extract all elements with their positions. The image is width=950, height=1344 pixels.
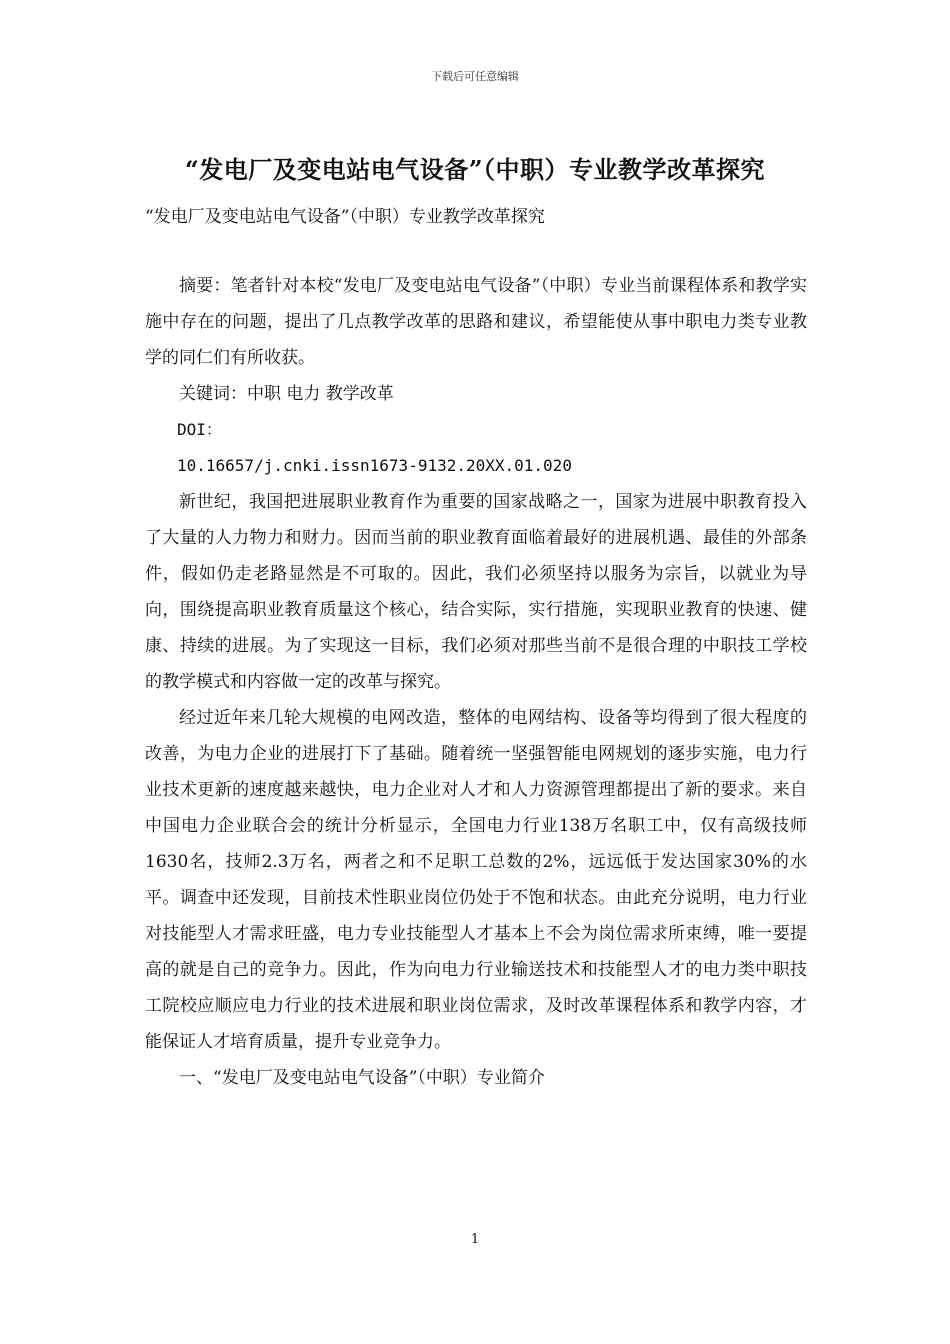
section-heading: 一、“发电厂及变电站电气设备”（中职）专业简介 (179, 1068, 545, 1088)
doi-value: 10.16657/j.cnki.issn1673-9132.20XX.01.020 (177, 456, 572, 475)
body-paragraph: 经过近年来几轮大规模的电网改造，整体的电网结构、设备等均得到了很大程度的改善，为电力企业的进展打下了基础。随着统一坚强智能电网规划的逐步实施，电力行业技术更新的速度越来越快，电力企业对人才和人力资源管理都提出了新的要求。来自中国电力企业联合会的统计分析显示，全国电力行业138万名职工中，仅有高级技师1630名，技师2.3万名，两者之和不足职工总数的2%，远远低于发达国家30%的水平。调查中还发现，目前技术性职业岗位仍处于不饱和状态。由此充分说明，电力行业对技能型人才需求旺盛，电力专业技能型人才基本上不会为岗位需求所束缚，唯一要提高的就是自己的竞争力。因此，作为向电力行业输送技术和技能型人才的电力类中职技工院校应顺应电力行业的技术进展和职业岗位需求，及时改革课程体系和教学内容，才能保证人才培育质量，提升专业竞争力。 (145, 708, 807, 1052)
document-body (145, 268, 807, 1096)
keywords-line: 关键词：中职 电力 教学改革 (179, 384, 394, 404)
header-note: 下载后可任意编辑 (431, 70, 519, 83)
document-subtitle: “发电厂及变电站电气设备”（中职）专业教学改革探究 (145, 207, 545, 227)
abstract-paragraph: 摘要：笔者针对本校“发电厂及变电站电气设备”（中职）专业当前课程体系和教学实施中存在的问题，提出了几点教学改革的思路和建议，希望能使从事中职电力类专业教学的同仁们有所收获。 (145, 276, 807, 368)
doi-label: DOI： (177, 420, 222, 439)
document-title: “发电厂及变电站电气设备”（中职）专业教学改革探究 (184, 155, 766, 184)
body-paragraph: 新世纪，我国把进展职业教育作为重要的国家战略之一，国家为进展中职教育投入了大量的人力物力和财力。因而当前的职业教育面临着最好的进展机遇、最佳的外部条件，假如仍走老路显然是不可取的。因此，我们必须坚持以服务为宗旨，以就业为导向，围绕提高职业教育质量这个核心，结合实际，实行措施，实现职业教育的快速、健康、持续的进展。为了实现这一目标，我们必须对那些当前不是很合理的中职技工学校的教学模式和内容做一定的改革与探究。 (145, 492, 807, 692)
page-number: 1 (470, 1232, 480, 1247)
